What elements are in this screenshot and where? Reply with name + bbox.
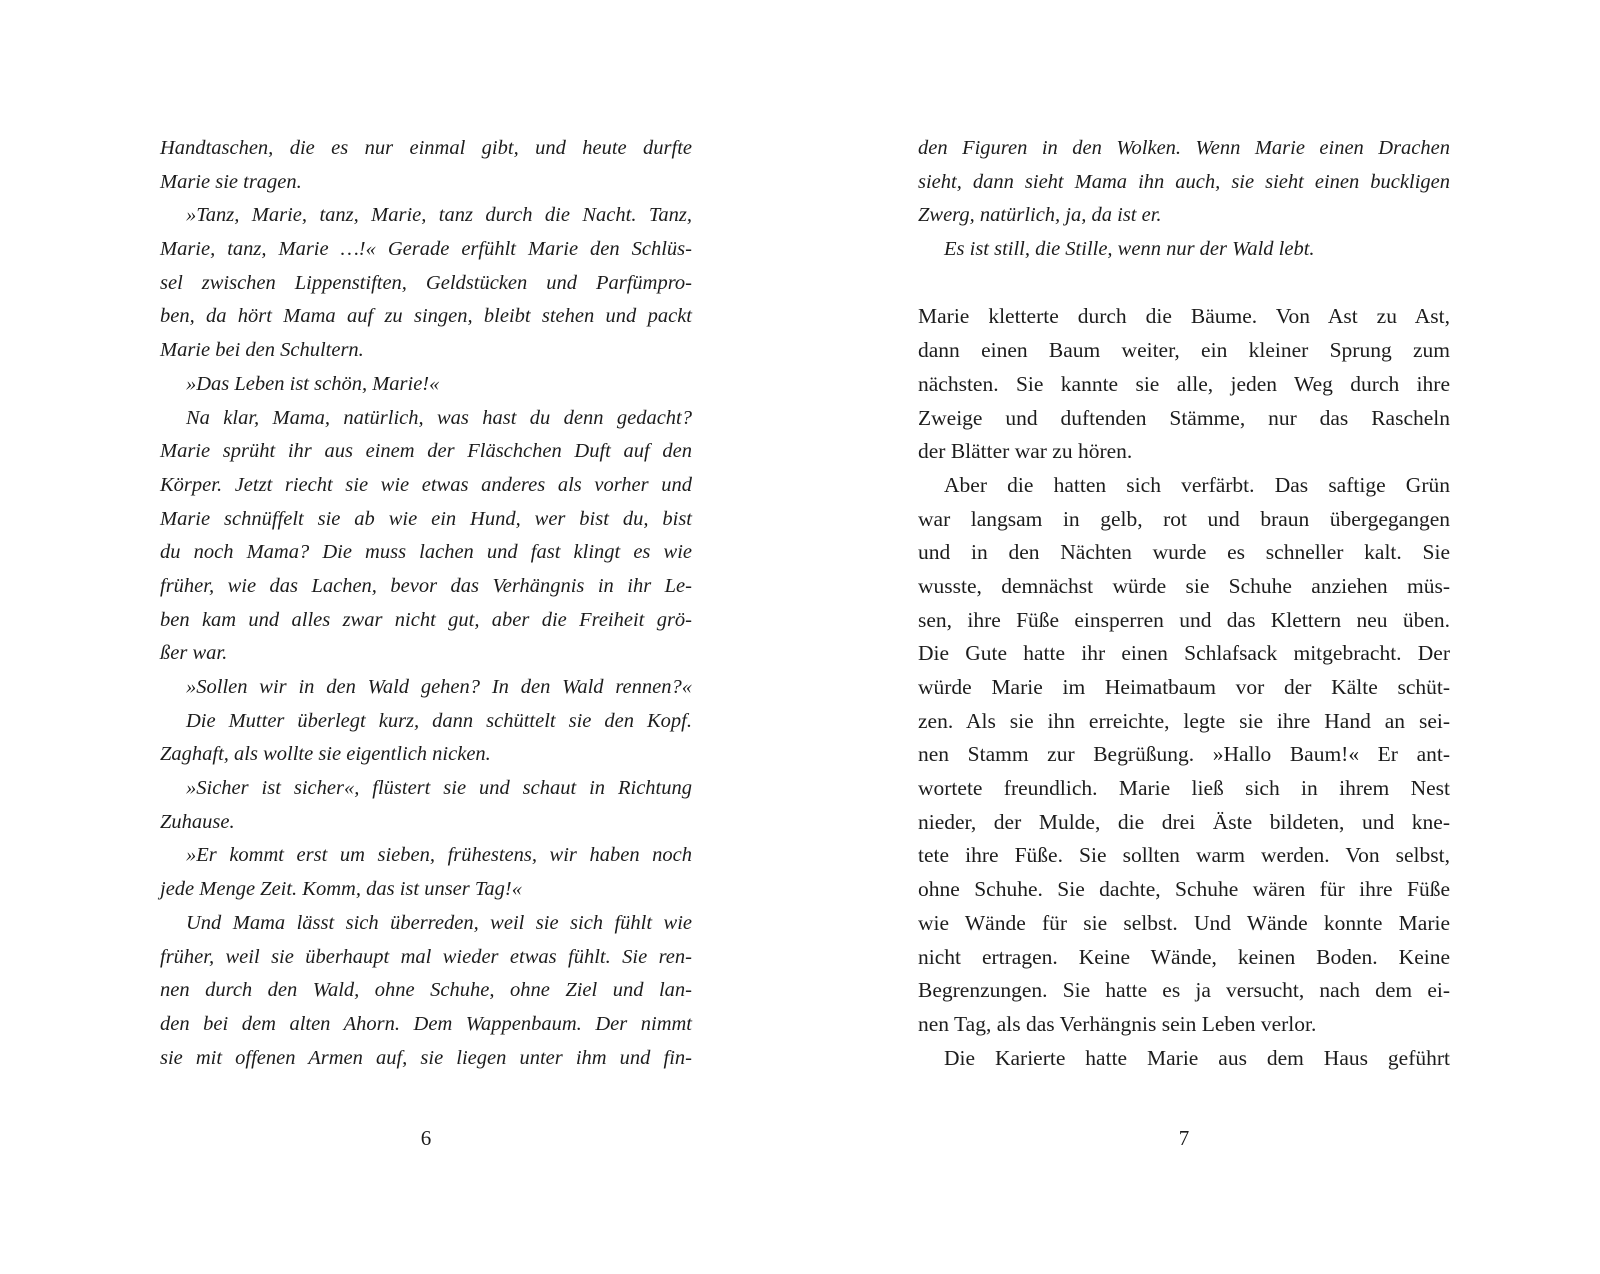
text-line: Zwerg, natürlich, ja, da ist er. [918, 204, 1162, 227]
text-line: wie Wände für sie selbst. Und Wände konnte Marie [918, 910, 1450, 935]
text-line: Und Mama lässt sich überreden, weil sie sich fühlt wie [186, 911, 692, 934]
text-line: Körper. Jetzt riecht sie wie etwas anderes als vorher und [160, 473, 692, 496]
text-line: nicht ertragen. Keine Wände, keinen Boden. Keine [918, 944, 1450, 969]
text-line: zen. Als sie ihn erreichte, legte sie ihre Hand an sei- [918, 708, 1450, 733]
text-line: früher, wie das Lachen, bevor das Verhängnis in ihr Le- [160, 574, 692, 597]
text-line: Es ist still, die Stille, wenn nur der Wald lebt. [944, 238, 1315, 261]
text-line: Zweige und duftenden Stämme, nur das Rascheln [918, 405, 1450, 430]
text-line: den Figuren in den Wolken. Wenn Marie einen Drachen [918, 137, 1450, 159]
text-line: »Sollen wir in den Wald gehen? In den Wald rennen?« [186, 676, 692, 698]
text-line: »Er kommt erst um sieben, frühestens, wir haben noch [186, 844, 692, 867]
text-line: Zaghaft, als wollte sie eigentlich nicken. [160, 743, 491, 766]
text-line: würde Marie im Heimatbaum vor der Kälte schüt- [918, 675, 1450, 699]
text-line: und in den Nächten wurde es schneller kalt. Sie [918, 540, 1450, 565]
text-line: wortete freundlich. Marie ließ sich in ihrem Nest [918, 776, 1450, 801]
text-line: Handtaschen, die es nur einmal gibt, und heute durfte [160, 137, 692, 159]
text-line: Marie schnüffelt sie ab wie ein Hund, wer bist du, bist [160, 507, 692, 530]
text-line: tete ihre Füße. Sie sollten warm werden. Von selbst, [918, 843, 1450, 868]
text-line: sen, ihre Füße einsperren und das Klettern neu üben. [918, 607, 1450, 632]
roman-text-block [918, 300, 1450, 1075]
text-line: Begrenzungen. Sie hatte es ja versucht, nach dem ei- [918, 978, 1450, 1003]
text-line: der Blätter war zu hören. [918, 439, 1133, 464]
text-line: jede Menge Zeit. Komm, das ist unser Tag!« [160, 878, 522, 901]
text-line: ben, da hört Mama auf zu singen, bleibt stehen und packt [160, 305, 692, 328]
text-line: du noch Mama? Die muss lachen und fast klingt es wie [160, 541, 692, 564]
text-line: Marie, tanz, Marie …!« Gerade erfühlt Marie den Schlüs- [160, 238, 692, 261]
text-line: Marie bei den Schultern. [160, 339, 364, 362]
text-line: ßer war. [160, 642, 228, 665]
right-page-text [918, 132, 1450, 1075]
text-line: nen Tag, als das Verhängnis sein Leben verlor. [918, 1011, 1317, 1036]
text-line: ben kam und alles zwar nicht gut, aber die Freiheit grö- [160, 608, 692, 631]
text-line: Die Mutter überlegt kurz, dann schüttelt sie den Kopf. [186, 709, 692, 732]
text-line: ohne Schuhe. Sie dachte, Schuhe wären für ihre Füße [918, 877, 1450, 902]
text-line: sie mit offenen Armen auf, sie liegen unter ihm und fin- [160, 1046, 692, 1069]
text-line: Marie sprüht ihr aus einem der Fläschchen Duft auf den [160, 440, 692, 463]
text-line: sieht, dann sieht Mama ihn auch, sie sieht einen buckligen [918, 170, 1450, 193]
text-line: Die Gute hatte ihr einen Schlafsack mitgebracht. Der [918, 641, 1450, 666]
text-line: Na klar, Mama, natürlich, was hast du denn gedacht? [186, 406, 692, 429]
text-line: »Sicher ist sicher«, flüstert sie und schaut in Richtung [186, 777, 692, 800]
text-line: Zuhause. [160, 810, 235, 833]
text-line: »Das Leben ist schön, Marie!« [186, 372, 440, 395]
left-page-text [160, 132, 692, 1075]
text-line: wusste, demnächst würde sie Schuhe anziehen müs- [918, 573, 1450, 598]
text-line: nächsten. Sie kannte sie alle, jeden Weg durch ihre [918, 371, 1450, 396]
text-line: dann einen Baum weiter, ein kleiner Sprung zum [918, 338, 1450, 363]
text-line: nen durch den Wald, ohne Schuhe, ohne Ziel und lan- [160, 979, 692, 1002]
text-line: den bei dem alten Ahorn. Dem Wappenbaum. Der nimmt [160, 1012, 692, 1035]
text-line: »Tanz, Marie, tanz, Marie, tanz durch die Nacht. Tanz, [186, 204, 692, 227]
page-number-left: 6 [420, 1126, 432, 1150]
text-line: nen Stamm zur Begrüßung. »Hallo Baum!« Er ant- [918, 742, 1450, 767]
text-line: Marie sie tragen. [160, 170, 302, 193]
text-line: Marie kletterte durch die Bäume. Von Ast zu Ast, [918, 304, 1450, 329]
text-line: früher, weil sie überhaupt mal wieder etwas fühlt. Sie ren- [160, 945, 692, 968]
text-line: sel zwischen Lippenstiften, Geldstücken und Parfümpro- [160, 271, 692, 294]
text-line: war langsam in gelb, rot und braun übergegangen [918, 506, 1450, 531]
text-line: Aber die hatten sich verfärbt. Das saftige Grün [944, 472, 1450, 497]
text-line: nieder, der Mulde, die drei Äste bildeten, und kne- [918, 809, 1450, 834]
text-line: Die Karierte hatte Marie aus dem Haus geführt [944, 1045, 1450, 1070]
section-break [918, 267, 1450, 301]
page-number-right: 7 [1178, 1126, 1190, 1150]
